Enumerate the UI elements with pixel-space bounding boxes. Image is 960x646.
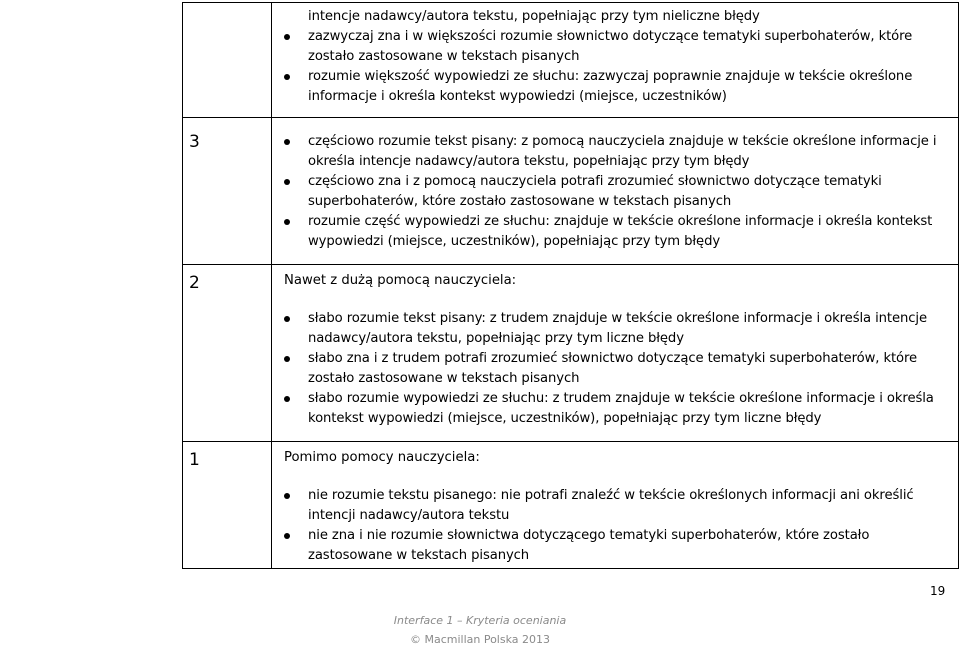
grade-value: 2 — [189, 273, 200, 293]
criteria-item: słabo zna i z trudem potrafi zrozumieć słownictwo dotyczące tematyki superbohaterów, które zostało zastosowane w tekstach pisanych — [280, 349, 948, 389]
criteria-item: częściowo rozumie tekst pisany: z pomocą nauczyciela znajduje w tekście określone informacje i określa intencje nadawcy/autora tekstu, popełniając przy tym błędy — [280, 132, 948, 172]
criteria-item: zazwyczaj zna i w większości rozumie słownictwo dotyczące tematyki superbohaterów, które zostało zastosowane w tekstach pisanych — [280, 27, 948, 67]
description-cell — [272, 118, 959, 265]
criteria-row — [183, 265, 959, 442]
criteria-item: słabo rozumie wypowiedzi ze słuchu: z trudem znajduje w tekście określone informacje i określa kontekst wypowiedzi (miejsce, uczestników), popełniając przy tym liczne błędy — [280, 389, 948, 429]
criteria-row — [183, 442, 959, 569]
description-cell — [272, 265, 959, 442]
footer-copyright: © Macmillan Polska 2013 — [409, 633, 551, 646]
footer-title: Interface 1 – Kryteria oceniania — [393, 614, 567, 627]
criteria-item: rozumie część wypowiedzi ze słuchu: znajduje w tekście określone informacje i określa kontekst wypowiedzi (miejsce, uczestników), popełniając przy tym błędy — [280, 212, 948, 252]
criteria-item: częściowo zna i z pomocą nauczyciela potrafi zrozumieć słownictwo dotyczące tematyki superbohaterów, które zostało zastosowane w tekstach pisanych — [280, 172, 948, 212]
grade-cell — [183, 3, 272, 118]
criteria-row — [183, 118, 959, 265]
grade-value: 3 — [189, 132, 200, 152]
criteria-item: słabo rozumie tekst pisany: z trudem znajduje w tekście określone informacje i określa intencje nadawcy/autora tekstu, popełniając przy tym liczne błędy — [280, 309, 948, 349]
grade-cell — [183, 442, 272, 569]
grade-value: 1 — [189, 450, 200, 470]
description-cell — [272, 3, 959, 118]
criteria-table — [182, 2, 959, 569]
criteria-item: nie zna i nie rozumie słownictwa dotyczącego tematyki superbohaterów, które zostało zastosowane w tekstach pisanych — [280, 526, 948, 566]
grade-cell — [183, 118, 272, 265]
grade-cell — [183, 265, 272, 442]
page-number: 19 — [930, 584, 946, 598]
criteria-list — [280, 309, 948, 429]
row-intro: Pomimo pomocy nauczyciela: — [284, 450, 480, 465]
grade-value — [183, 3, 271, 11]
description-cell — [272, 442, 959, 569]
criteria-list — [280, 7, 948, 107]
row-intro: Nawet z dużą pomocą nauczyciela: — [284, 273, 517, 288]
criteria-list — [280, 486, 948, 566]
criteria-item: rozumie większość wypowiedzi ze słuchu: zazwyczaj poprawnie znajduje w tekście określone informacje i określa kontekst wypowiedzi (miejsce, uczestników) — [280, 67, 948, 107]
criteria-item: nie rozumie tekstu pisanego: nie potrafi znaleźć w tekście określonych informacji ani określić intencji nadawcy/autora tekstu — [280, 486, 948, 526]
criteria-item: intencje nadawcy/autora tekstu, popełniając przy tym nieliczne błędy — [308, 9, 760, 24]
criteria-row — [183, 3, 959, 118]
criteria-list — [280, 132, 948, 252]
